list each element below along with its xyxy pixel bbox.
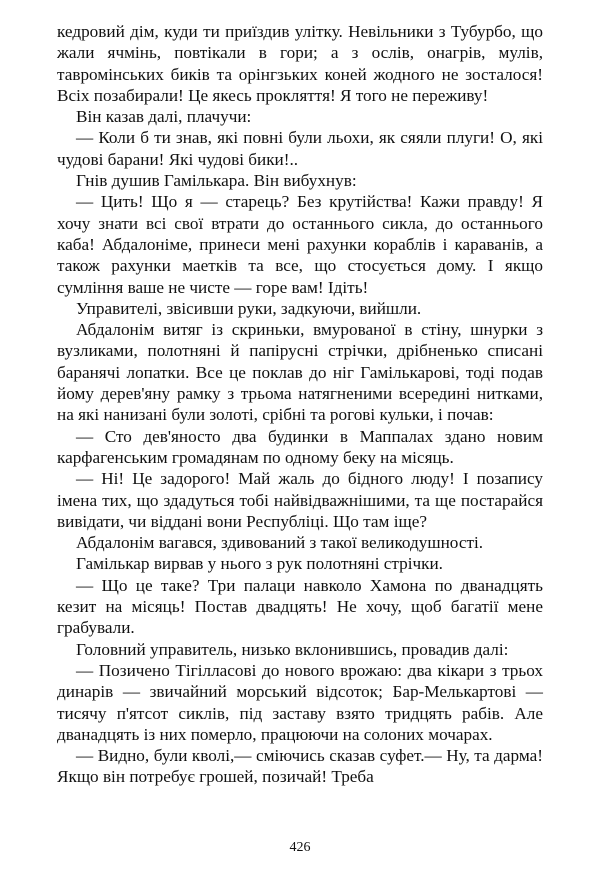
page-body bbox=[57, 21, 543, 788]
paragraph-9: — Ні! Це задорого! Май жаль до бідного люду! І позапису імена тих, що здадуться тобі найвідважнішими, та ще постарайся вивідати, чи віддані вони Республіці. Що там іще? bbox=[57, 469, 543, 531]
paragraph-7: Абдалонім витяг із скриньки, вмурованої в стіну, шнурки з вузликами, полотняні й папірусні стрічки, дрібненько списані баранячі лопатки. Все це поклав до ніг Гамількарові, тоді подав йому дерев'яну рамку з трьома натягненими всередині нитками, на які нанизані були золоті, срібні та рогові кульки, і почав: bbox=[57, 320, 543, 425]
paragraph-11: Гамількар вирвав у нього з рук полотняні стрічки. bbox=[76, 554, 443, 574]
page-number: 426 bbox=[289, 840, 311, 855]
paragraph-1: кедровий дім, куди ти приїздив улітку. Невільники з Тубурбо, що жали ячмінь, повтікали в гори; а з ослів, онагрів, мулів, тавромінських биків та орінгзьких коней жодного не зосталося! Всіх позабирали! Це якесь прокляття! Я того не переживу! bbox=[57, 22, 543, 105]
paragraph-2: Він казав далі, плачучи: bbox=[76, 107, 252, 127]
paragraph-13: Головний управитель, низько вклонившись, провадив далі: bbox=[76, 639, 509, 659]
paragraph-12: — Що це таке? Три палаци навколо Хамона по дванадцять кезит на місяць! Постав двадцять! Не хочу, щоб багатії мене грабували. bbox=[57, 575, 543, 638]
paragraph-15: — Видно, були кволі,— сміючись сказав суфет.— Ну, та дарма! Якщо він потребує грошей, позичай! Треба bbox=[57, 746, 543, 787]
paragraph-8: — Сто дев'яносто два будинки в Маппалах здано новим карфагенським громадянам по одному беку на місяць. bbox=[57, 426, 543, 467]
paragraph-3: — Коли б ти знав, які повні були льохи, як сяяли плуги! О, які чудові барани! Які чудові бики!.. bbox=[57, 128, 543, 169]
paragraph-14: — Позичено Тігілласові до нового врожаю: два кікари з трьох динарів — звичайний морський відсоток; Бар-Мелькартові — тисячу п'ятсот сиклів, під заставу взято тридцять рабів. Але дванадцять із них померло, працюючи на солоних мочарах. bbox=[57, 660, 543, 744]
paragraph-4: Гнів душив Гамількара. Він вибухнув: bbox=[76, 171, 357, 191]
paragraph-6: Управителі, звісивши руки, задкуючи, вийшли. bbox=[76, 298, 422, 318]
paragraph-5: — Цить! Що я — старець? Без крутійства! Кажи правду! Я хочу знати всі свої втрати до останнього сикла, до останнього каба! Абдалоніме, принеси мені рахунки кораблів і караванів, а також рахунки маетків та все, що стосується дому. І якщо сумління ваше не чисте — горе вам! Ідіть! bbox=[57, 192, 543, 297]
paragraph-10: Абдалонім вагався, здивований з такої великодушності. bbox=[76, 533, 484, 553]
